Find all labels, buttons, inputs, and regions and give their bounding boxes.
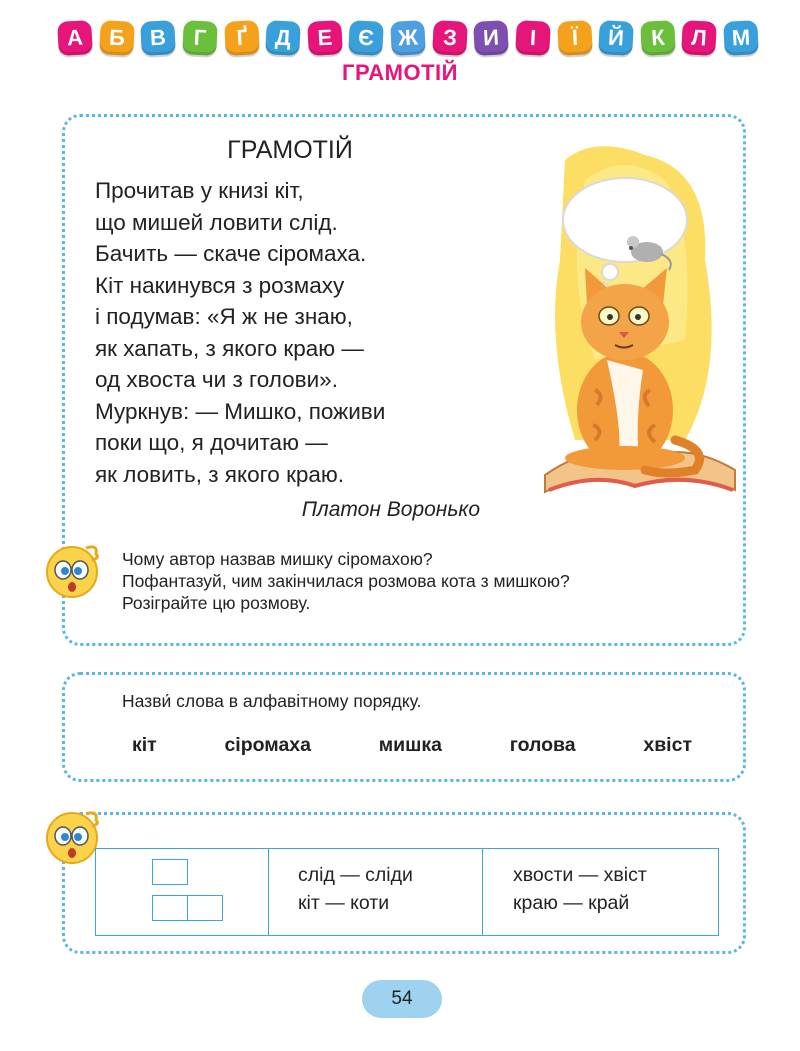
- questions: [122, 548, 742, 614]
- poem-text: [95, 175, 515, 490]
- page-number: 54: [362, 980, 442, 1018]
- alphabet-letter: Ї: [557, 20, 593, 56]
- poem-title: ГРАМОТІЙ: [227, 136, 353, 164]
- word: сіромаха: [224, 734, 311, 756]
- poem-line: поки що, я дочитаю —: [95, 430, 328, 455]
- poem-line: Бачить — скаче сіромаха.: [95, 241, 367, 266]
- poem-author: Платон Воронько: [301, 498, 480, 521]
- alphabet-letter: Л: [682, 20, 718, 56]
- word-pairs-cell: [483, 849, 718, 935]
- syllable-scheme-cell: [96, 849, 269, 935]
- word: кіт: [132, 734, 157, 756]
- alphabet-letter: А: [57, 20, 93, 56]
- word-pair: слід — сліди: [298, 864, 413, 886]
- word-pair: хвости — хвіст: [513, 864, 647, 886]
- poem-line: Муркнув: — Мишко, поживи: [95, 398, 386, 424]
- alphabet-letter: І: [515, 20, 551, 56]
- word: мишка: [378, 734, 442, 756]
- word: хвіст: [643, 734, 692, 756]
- poem-line: як ловить, з якого краю.: [95, 461, 345, 487]
- cat-illustration: [535, 140, 740, 500]
- alphabet-letter: И: [473, 20, 509, 56]
- alphabet-letter: З: [432, 20, 468, 56]
- word-list: [132, 734, 692, 757]
- alphabet-letter: М: [723, 20, 759, 56]
- alphabet-letter: Б: [99, 20, 135, 56]
- word-pair: краю — край: [513, 892, 630, 914]
- exercise-instruction: Назви́ слова в алфавітному порядку.: [122, 691, 422, 711]
- scheme-square: [187, 895, 223, 921]
- scheme-square: [152, 859, 188, 885]
- thinking-face-icon: [42, 806, 102, 866]
- word-pairs-cell: [269, 849, 483, 935]
- alphabet-letter: Є: [349, 20, 385, 56]
- alphabet-letter: В: [140, 20, 176, 56]
- alphabet-letter: Д: [265, 20, 301, 56]
- alphabet-letter: Г: [182, 20, 218, 56]
- page-heading: ГРАМОТІЙ: [342, 60, 458, 85]
- alphabet-letter: Ж: [390, 20, 426, 56]
- alphabet-letter: Ґ: [224, 20, 260, 56]
- thinking-face-icon: [42, 540, 102, 600]
- poem-line: Кіт накинувся з розмаху: [95, 272, 345, 298]
- question-line: Чому автор назвав мишку сіромахою?: [122, 549, 433, 569]
- poem-line: од хвоста чи з голови».: [95, 367, 338, 392]
- poem-line: як хапать, з якого краю —: [95, 335, 364, 361]
- question-line: Пофантазуй, чим закінчилася розмова кота з мишкою?: [122, 571, 570, 591]
- alphabet-letter: Е: [307, 20, 343, 56]
- poem-line: і подумав: «Я ж не знаю,: [95, 304, 353, 329]
- question-line: Розіграйте цю розмову.: [122, 593, 311, 613]
- poem-line: Прочитав у книзі кіт,: [95, 178, 304, 203]
- poem-line: що мишей ловити слід.: [95, 209, 338, 235]
- exercise-panel: [62, 672, 746, 782]
- word: голова: [509, 734, 576, 756]
- alphabet-strip: [58, 18, 758, 58]
- alphabet-letter: Й: [598, 20, 634, 56]
- word-pair: кіт — коти: [298, 892, 390, 914]
- scheme-square: [152, 895, 188, 921]
- word-form-table: [95, 848, 719, 936]
- alphabet-letter: К: [640, 20, 676, 56]
